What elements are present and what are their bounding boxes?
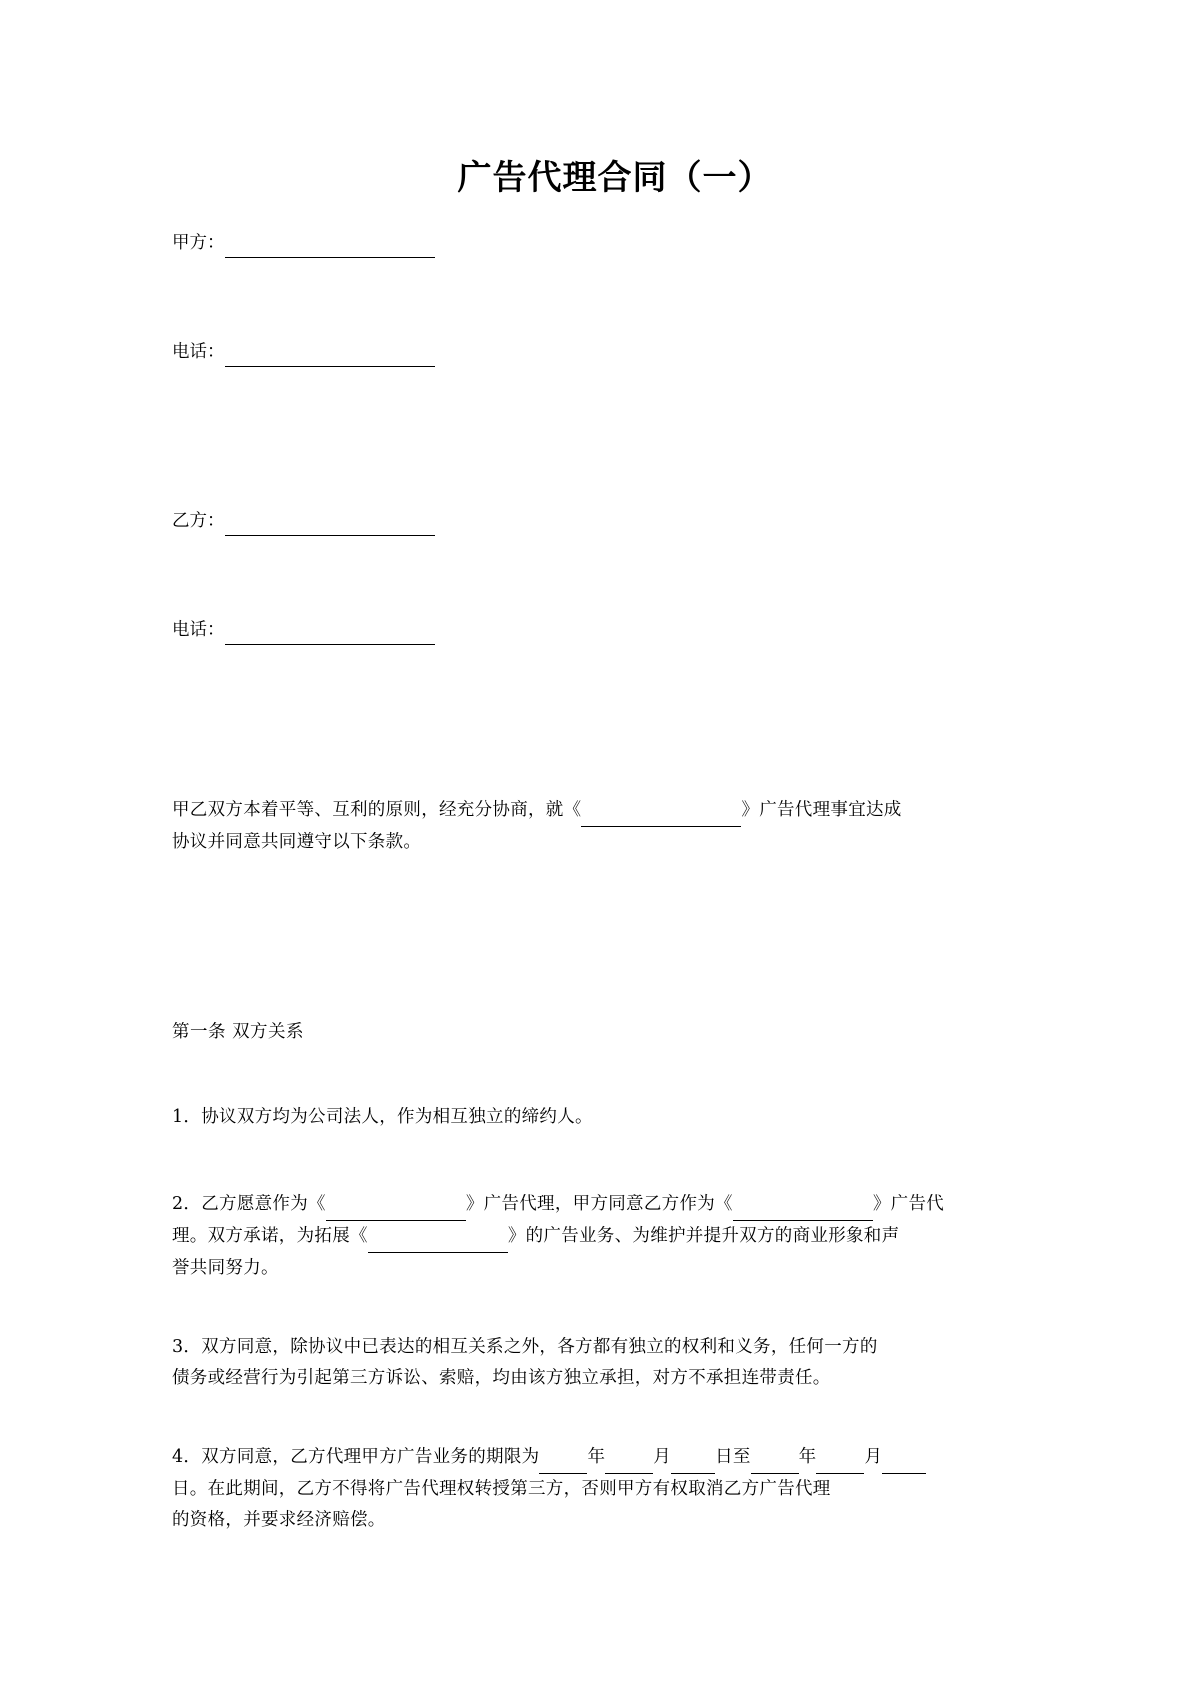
clause-1-2-blank-1[interactable] <box>326 1189 466 1221</box>
clause-1-4-blank-month-2[interactable] <box>816 1442 864 1474</box>
party-a-blank[interactable] <box>225 229 435 258</box>
clause-1-4-month-1: 月 <box>653 1447 672 1467</box>
clause-1-2-text-c: 》广告代 <box>872 1194 945 1214</box>
clause-1-4-blank-year-2[interactable] <box>751 1442 799 1474</box>
clause-1-2-blank-3[interactable] <box>368 1221 508 1253</box>
clause-1-1: 1．协议双方均为公司法人，作为相互独立的缔约人。 <box>172 1107 593 1127</box>
clause-1-4 <box>172 1442 1018 1536</box>
party-b-label: 乙方： <box>172 511 225 531</box>
clause-1-4-line-2: 日。在此期间，乙方不得将广告代理权转授第三方，否则甲方有权取消乙方广告代理 <box>172 1479 831 1499</box>
clause-1-2-text-f: 誉共同努力。 <box>172 1258 279 1278</box>
clause-1-4-text-a: 4．双方同意，乙方代理甲方广告业务的期限为 <box>172 1447 540 1467</box>
party-b-phone-row <box>172 616 1018 645</box>
preamble-blank[interactable] <box>581 795 741 827</box>
page-title: 广告代理合同（一） <box>457 158 773 198</box>
clause-1-4-year-1: 年 <box>587 1447 606 1467</box>
party-b-phone-blank[interactable] <box>225 616 435 645</box>
preamble-text-3: 协议并同意共同遵守以下条款。 <box>172 832 422 852</box>
clause-1-4-blank-month-1[interactable] <box>605 1442 653 1474</box>
preamble-text-1: 甲乙双方本着平等、互利的原则，经充分协商，就《 <box>172 800 582 820</box>
clause-1-4-year-2: 年 <box>798 1447 817 1467</box>
clause-1-4-blank-day-1[interactable] <box>671 1442 715 1474</box>
clause-1-2 <box>172 1189 1018 1284</box>
party-b-blank[interactable] <box>225 507 435 536</box>
party-a-phone-blank[interactable] <box>225 338 435 367</box>
preamble-paragraph <box>172 795 1018 858</box>
clause-1-4-blank-day-2[interactable] <box>882 1442 926 1474</box>
clause-1-2-text-a: 2．乙方愿意作为《 <box>172 1194 326 1214</box>
clause-1-2-blank-2[interactable] <box>733 1189 873 1221</box>
clause-1-4-day-1: 日至 <box>715 1447 751 1467</box>
party-b-row <box>172 507 1018 536</box>
party-a-row <box>172 229 1018 258</box>
clause-1-3-line-2: 债务或经营行为引起第三方诉讼、索赔，均由该方独立承担，对方不承担连带责任。 <box>172 1368 831 1388</box>
party-b-phone-label: 电话： <box>172 620 225 640</box>
clause-1-4-line-3: 的资格，并要求经济赔偿。 <box>172 1510 386 1530</box>
clause-1-4-month-2: 月 <box>864 1447 883 1467</box>
party-a-phone-label: 电话： <box>172 342 225 362</box>
clause-1-2-text-b: 》广告代理，甲方同意乙方作为《 <box>465 1194 733 1214</box>
clause-1-3 <box>172 1332 1018 1394</box>
clause-1-2-text-d: 理。双方承诺，为拓展《 <box>172 1226 368 1246</box>
document-body <box>172 199 1018 1536</box>
preamble-text-2: 》广告代理事宜达成 <box>741 800 902 820</box>
clause-1-2-text-e: 》的广告业务、为维护并提升双方的商业形象和声 <box>507 1226 900 1246</box>
party-a-label: 甲方： <box>172 233 225 253</box>
section-1-heading: 第一条 双方关系 <box>172 1022 305 1042</box>
party-a-phone-row <box>172 338 1018 367</box>
clause-1-3-line-1: 3．双方同意，除协议中已表达的相互关系之外，各方都有独立的权利和义务，任何一方的 <box>172 1337 878 1357</box>
clause-1-4-blank-year-1[interactable] <box>539 1442 587 1474</box>
